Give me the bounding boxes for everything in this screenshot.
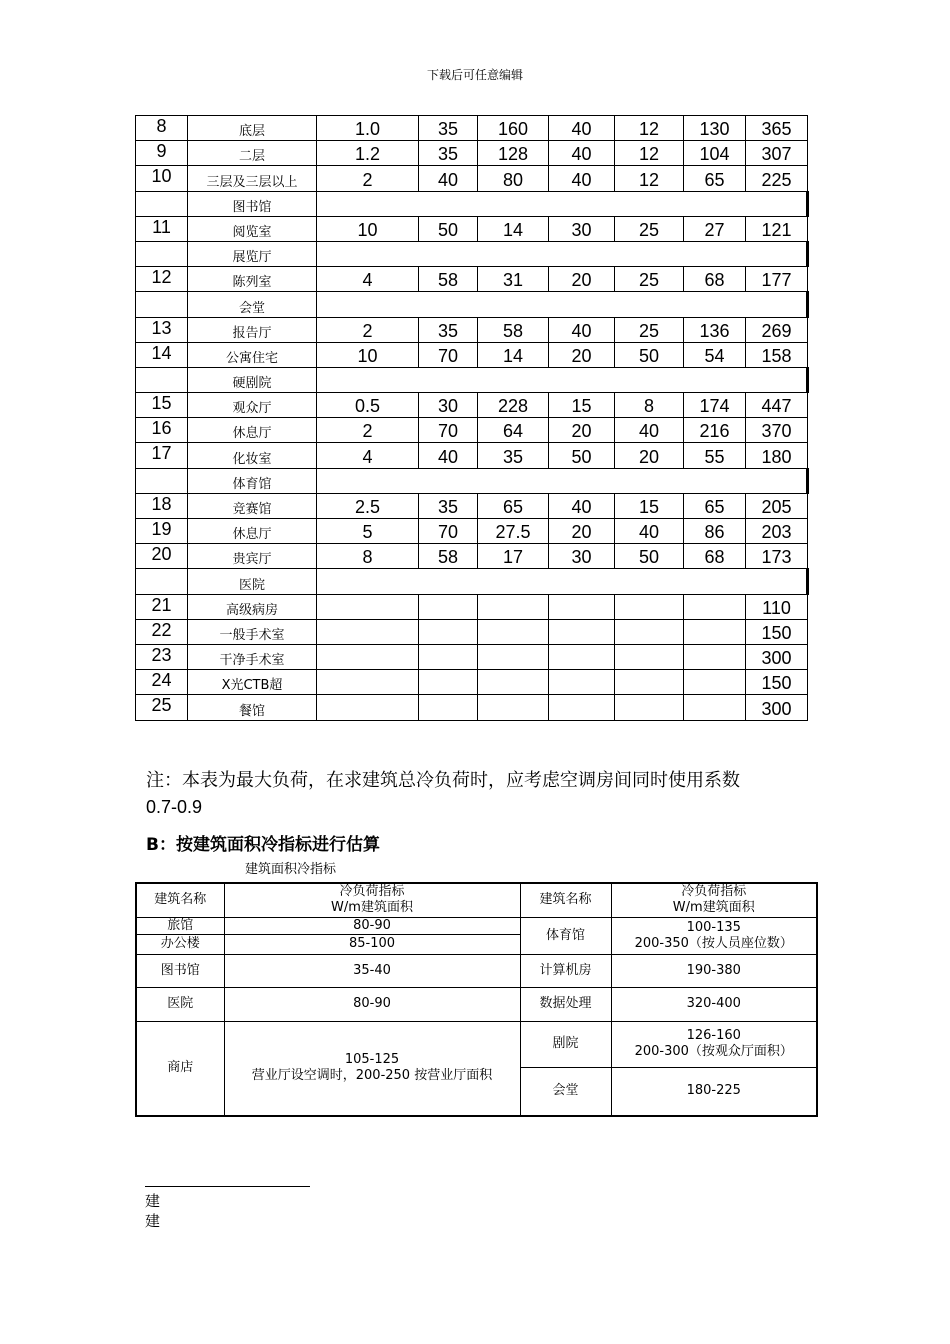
- gym-value: [611, 917, 817, 954]
- value-cell: 40: [615, 418, 684, 443]
- value-cell: 104: [684, 141, 746, 166]
- header-index-label: 冷负荷指标: [339, 884, 405, 900]
- value-cell: 0.5: [317, 393, 419, 418]
- value-cell: 25: [615, 317, 684, 342]
- value-cell: 50: [419, 216, 478, 241]
- row-number-cell: 23: [136, 644, 188, 669]
- shop-name: 商店: [136, 1021, 224, 1116]
- hall-value: 180-225: [611, 1067, 817, 1116]
- value-cell: [478, 670, 549, 695]
- hospital-value: 80-90: [224, 987, 520, 1021]
- room-name-cell: 公寓住宅: [188, 342, 317, 367]
- table-row: [136, 544, 808, 569]
- value-cell: 40: [549, 493, 615, 518]
- value-cell: [684, 594, 746, 619]
- value-cell: 20: [615, 443, 684, 468]
- group-blank-cell: [317, 569, 808, 594]
- table-note: 注：本表为最大负荷，在求建筑总冷负荷时，应考虑空调房间同时使用系数: [146, 770, 740, 791]
- library-value: 35-40: [224, 954, 520, 987]
- computer-room-name: 计算机房: [520, 954, 611, 987]
- value-cell: 25: [615, 267, 684, 292]
- value-cell: 10: [317, 342, 419, 367]
- table-row: [136, 443, 808, 468]
- row-number-cell: 18: [136, 493, 188, 518]
- room-name-cell: 贵宾厅: [188, 544, 317, 569]
- value-cell: 40: [615, 519, 684, 544]
- value-cell: 50: [615, 544, 684, 569]
- table2-caption: 建筑面积冷指标: [245, 862, 337, 877]
- value-cell: [419, 695, 478, 720]
- value-cell: 14: [478, 216, 549, 241]
- value-cell: [684, 619, 746, 644]
- value-cell: 12: [615, 166, 684, 191]
- value-cell: 173: [746, 544, 808, 569]
- group-name-cell: 展览厅: [188, 241, 317, 266]
- row-number-cell: [136, 241, 188, 266]
- group-blank-cell: [317, 191, 808, 216]
- value-cell: 2: [317, 317, 419, 342]
- group-row: [136, 292, 808, 317]
- value-cell: 158: [746, 342, 808, 367]
- footnote-rule: [145, 1186, 310, 1187]
- group-blank-cell: [317, 468, 808, 493]
- value-cell: 30: [549, 216, 615, 241]
- table-row: [136, 116, 808, 141]
- area-index-table: [135, 882, 818, 1117]
- room-name-cell: 底层: [188, 116, 317, 141]
- value-cell: 269: [746, 317, 808, 342]
- page-header: 下载后可任意编辑: [426, 68, 523, 82]
- value-cell: [317, 619, 419, 644]
- value-cell: [549, 619, 615, 644]
- value-cell: 40: [419, 166, 478, 191]
- room-name-cell: 干净手术室: [188, 644, 317, 669]
- value-cell: 30: [419, 393, 478, 418]
- table-row: [136, 670, 808, 695]
- row-number-cell: 25: [136, 695, 188, 720]
- row-number-cell: 16: [136, 418, 188, 443]
- value-cell: 4: [317, 267, 419, 292]
- row-number-cell: [136, 367, 188, 392]
- value-cell: 121: [746, 216, 808, 241]
- value-cell: 300: [746, 644, 808, 669]
- footnote-1: 建: [145, 1192, 161, 1210]
- value-cell: 70: [419, 418, 478, 443]
- group-row: [136, 367, 808, 392]
- header-index-unit: W/m建筑面积: [331, 900, 413, 916]
- computer-room-value: 190-380: [611, 954, 817, 987]
- value-cell: [317, 594, 419, 619]
- gym-value-1: 100-135: [686, 919, 741, 935]
- value-cell: [478, 619, 549, 644]
- office-name: 办公楼: [136, 934, 224, 954]
- cooling-load-table: [135, 115, 809, 721]
- value-cell: 12: [615, 141, 684, 166]
- value-cell: 205: [746, 493, 808, 518]
- theater-value-1: 126-160: [686, 1028, 741, 1043]
- value-cell: 35: [419, 317, 478, 342]
- shop-value-1: 105-125: [344, 1052, 400, 1068]
- value-cell: 128: [478, 141, 549, 166]
- row-number-cell: 10: [136, 166, 188, 191]
- value-cell: [478, 695, 549, 720]
- value-cell: 447: [746, 393, 808, 418]
- room-name-cell: 报告厅: [188, 317, 317, 342]
- value-cell: 5: [317, 519, 419, 544]
- table-row: [136, 393, 808, 418]
- value-cell: 370: [746, 418, 808, 443]
- footnote-2: 建: [145, 1212, 161, 1230]
- value-cell: [549, 594, 615, 619]
- group-blank-cell: [317, 241, 808, 266]
- value-cell: 35: [419, 116, 478, 141]
- value-cell: 27: [684, 216, 746, 241]
- group-blank-cell: [317, 292, 808, 317]
- row-number-cell: 17: [136, 443, 188, 468]
- row-number-cell: 11: [136, 216, 188, 241]
- value-cell: 50: [615, 342, 684, 367]
- value-cell: [684, 695, 746, 720]
- value-cell: 2: [317, 418, 419, 443]
- table-row: [136, 267, 808, 292]
- row-number-cell: 15: [136, 393, 188, 418]
- value-cell: [549, 644, 615, 669]
- row-number-cell: 24: [136, 670, 188, 695]
- value-cell: 160: [478, 116, 549, 141]
- room-name-cell: 休息厅: [188, 519, 317, 544]
- table-row: [136, 216, 808, 241]
- table-row: [136, 493, 808, 518]
- value-cell: [317, 644, 419, 669]
- hotel-name: 旅馆: [136, 917, 224, 934]
- value-cell: 64: [478, 418, 549, 443]
- value-cell: [549, 695, 615, 720]
- header-index-right: [611, 883, 817, 917]
- header-index-unit: W/m建筑面积: [672, 900, 755, 916]
- value-cell: [615, 594, 684, 619]
- table-row: [136, 342, 808, 367]
- value-cell: 80: [478, 166, 549, 191]
- header-index-label: 冷负荷指标: [681, 884, 747, 900]
- value-cell: 17: [478, 544, 549, 569]
- value-cell: 35: [478, 443, 549, 468]
- value-cell: [317, 695, 419, 720]
- value-cell: 35: [419, 493, 478, 518]
- value-cell: [317, 670, 419, 695]
- row-number-cell: 9: [136, 141, 188, 166]
- value-cell: 25: [615, 216, 684, 241]
- room-name-cell: 阅览室: [188, 216, 317, 241]
- value-cell: [419, 594, 478, 619]
- value-cell: [615, 619, 684, 644]
- value-cell: [478, 644, 549, 669]
- value-cell: [684, 670, 746, 695]
- value-cell: 307: [746, 141, 808, 166]
- room-name-cell: 一般手术室: [188, 619, 317, 644]
- value-cell: 68: [684, 544, 746, 569]
- value-cell: 50: [549, 443, 615, 468]
- value-cell: 65: [478, 493, 549, 518]
- value-cell: 1.2: [317, 141, 419, 166]
- group-name-cell: 医院: [188, 569, 317, 594]
- table-note-range: 0.7-0.9: [146, 797, 203, 817]
- value-cell: 65: [684, 166, 746, 191]
- value-cell: 8: [317, 544, 419, 569]
- value-cell: [615, 695, 684, 720]
- data-processing-name: 数据处理: [520, 987, 611, 1021]
- room-name-cell: 二层: [188, 141, 317, 166]
- table-row: [136, 594, 808, 619]
- value-cell: 4: [317, 443, 419, 468]
- value-cell: 54: [684, 342, 746, 367]
- row-number-cell: [136, 569, 188, 594]
- group-row: [136, 468, 808, 493]
- value-cell: 70: [419, 342, 478, 367]
- value-cell: 1.0: [317, 116, 419, 141]
- value-cell: 58: [478, 317, 549, 342]
- row-number-cell: [136, 468, 188, 493]
- header-index-left: [224, 883, 520, 917]
- library-name: 图书馆: [136, 954, 224, 987]
- row-number-cell: 20: [136, 544, 188, 569]
- value-cell: 14: [478, 342, 549, 367]
- row-number-cell: 14: [136, 342, 188, 367]
- table-row: [136, 141, 808, 166]
- table-row: [136, 418, 808, 443]
- data-processing-value: 320-400: [611, 987, 817, 1021]
- theater-value-2: 200-300（按观众厅面积）: [634, 1044, 793, 1059]
- row-number-cell: [136, 292, 188, 317]
- row-number-cell: 13: [136, 317, 188, 342]
- value-cell: 136: [684, 317, 746, 342]
- value-cell: 65: [684, 493, 746, 518]
- value-cell: [478, 594, 549, 619]
- row-number-cell: 8: [136, 116, 188, 141]
- value-cell: [615, 644, 684, 669]
- value-cell: 86: [684, 519, 746, 544]
- value-cell: 15: [549, 393, 615, 418]
- value-cell: 40: [419, 443, 478, 468]
- group-row: [136, 241, 808, 266]
- value-cell: 55: [684, 443, 746, 468]
- room-name-cell: 高级病房: [188, 594, 317, 619]
- value-cell: 40: [549, 317, 615, 342]
- room-name-cell: 化妆室: [188, 443, 317, 468]
- value-cell: 2.5: [317, 493, 419, 518]
- value-cell: [684, 644, 746, 669]
- value-cell: 2: [317, 166, 419, 191]
- room-name-cell: 观众厅: [188, 393, 317, 418]
- value-cell: [549, 670, 615, 695]
- value-cell: 8: [615, 393, 684, 418]
- table-row: [136, 166, 808, 191]
- value-cell: 40: [549, 166, 615, 191]
- value-cell: 20: [549, 342, 615, 367]
- value-cell: 12: [615, 116, 684, 141]
- value-cell: 58: [419, 267, 478, 292]
- value-cell: 228: [478, 393, 549, 418]
- value-cell: 180: [746, 443, 808, 468]
- room-name-cell: 餐馆: [188, 695, 317, 720]
- value-cell: 150: [746, 670, 808, 695]
- value-cell: 174: [684, 393, 746, 418]
- value-cell: 15: [615, 493, 684, 518]
- table-row: [136, 519, 808, 544]
- hospital-name: 医院: [136, 987, 224, 1021]
- hall-name: 会堂: [520, 1067, 611, 1116]
- value-cell: 31: [478, 267, 549, 292]
- row-number-cell: 19: [136, 519, 188, 544]
- row-number-cell: 22: [136, 619, 188, 644]
- value-cell: 225: [746, 166, 808, 191]
- value-cell: [419, 619, 478, 644]
- header-name-left: 建筑名称: [136, 883, 224, 917]
- room-name-cell: 休息厅: [188, 418, 317, 443]
- value-cell: 110: [746, 594, 808, 619]
- value-cell: 20: [549, 267, 615, 292]
- table-row: [136, 644, 808, 669]
- theater-value: [611, 1021, 817, 1067]
- shop-value: [224, 1021, 520, 1116]
- shop-value-2: 营业厅设空调时，200-250 按营业厅面积: [251, 1068, 493, 1084]
- value-cell: 40: [549, 141, 615, 166]
- table-row: [136, 317, 808, 342]
- value-cell: [419, 644, 478, 669]
- value-cell: [615, 670, 684, 695]
- group-blank-cell: [317, 367, 808, 392]
- table-row: [136, 695, 808, 720]
- value-cell: 203: [746, 519, 808, 544]
- value-cell: 177: [746, 267, 808, 292]
- value-cell: 216: [684, 418, 746, 443]
- row-number-cell: 21: [136, 594, 188, 619]
- office-value: 85-100: [224, 934, 520, 954]
- room-name-cell: 陈列室: [188, 267, 317, 292]
- value-cell: 27.5: [478, 519, 549, 544]
- value-cell: 20: [549, 519, 615, 544]
- section-b-title: B：按建筑面积冷指标进行估算: [146, 835, 380, 855]
- gym-name: 体育馆: [520, 917, 611, 954]
- room-name-cell: X光CTB超: [188, 670, 317, 695]
- value-cell: 58: [419, 544, 478, 569]
- value-cell: 35: [419, 141, 478, 166]
- value-cell: 10: [317, 216, 419, 241]
- group-name-cell: 图书馆: [188, 191, 317, 216]
- value-cell: 70: [419, 519, 478, 544]
- value-cell: 130: [684, 116, 746, 141]
- value-cell: 68: [684, 267, 746, 292]
- value-cell: 40: [549, 116, 615, 141]
- group-row: [136, 569, 808, 594]
- gym-value-2: 200-350（按人员座位数）: [634, 935, 793, 951]
- room-name-cell: 竞赛馆: [188, 493, 317, 518]
- value-cell: [419, 670, 478, 695]
- group-name-cell: 体育馆: [188, 468, 317, 493]
- value-cell: 150: [746, 619, 808, 644]
- group-name-cell: 硬剧院: [188, 367, 317, 392]
- value-cell: 30: [549, 544, 615, 569]
- row-number-cell: [136, 191, 188, 216]
- value-cell: 300: [746, 695, 808, 720]
- group-row: [136, 191, 808, 216]
- value-cell: 20: [549, 418, 615, 443]
- theater-name: 剧院: [520, 1021, 611, 1067]
- header-name-right: 建筑名称: [520, 883, 611, 917]
- value-cell: 365: [746, 116, 808, 141]
- hotel-value: 80-90: [224, 917, 520, 934]
- table-row: [136, 619, 808, 644]
- room-name-cell: 三层及三层以上: [188, 166, 317, 191]
- group-name-cell: 会堂: [188, 292, 317, 317]
- row-number-cell: 12: [136, 267, 188, 292]
